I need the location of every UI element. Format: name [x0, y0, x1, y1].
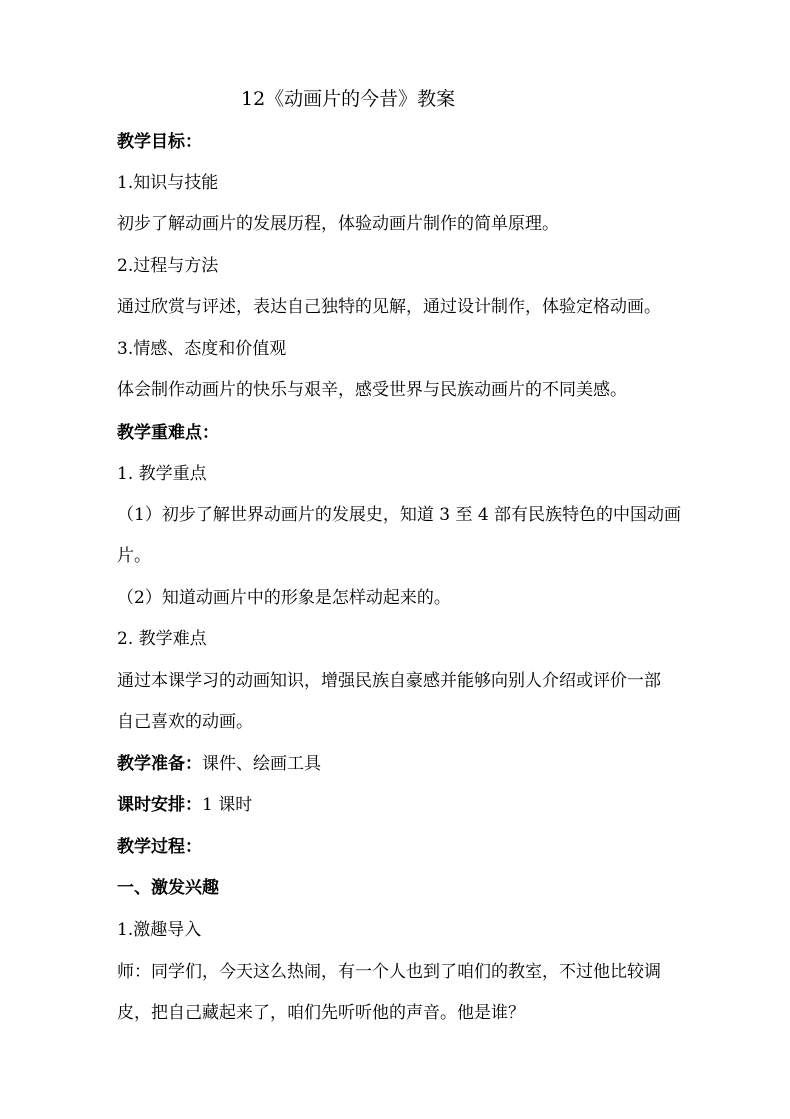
preparation-row: [117, 753, 717, 775]
section-1-heading: 一、激发兴趣: [117, 878, 219, 898]
objective-2-label: 2.过程与方法: [117, 256, 219, 276]
difficulty-text-line-2: 自己喜欢的动画。: [117, 712, 253, 732]
key-point-label: 1. 教学重点: [117, 464, 207, 484]
objectives-heading: 教学目标：: [117, 132, 202, 152]
key-point-item-1-line-1: （1）初步了解世界动画片的发展史，知道 3 至 4 部有民族特色的中国动画: [117, 505, 682, 525]
key-point-item-2: （2）知道动画片中的形象是怎样动起来的。: [117, 588, 451, 608]
objective-3-text: 体会制作动画片的快乐与艰辛，感受世界与民族动画片的不同美感。: [117, 380, 627, 400]
dialog-line-1: 师：同学们，今天这么热闹，有一个人也到了咱们的教室，不过他比较调: [117, 962, 661, 982]
dialog-line-2: 皮，把自己藏起来了，咱们先听听他的声音。他是谁？: [117, 1003, 525, 1023]
difficulty-label: 2. 教学难点: [117, 629, 207, 649]
schedule-label: 课时安排：: [117, 795, 202, 815]
section-1-subheading: 1.激趣导入: [117, 920, 202, 940]
objective-3-label: 3.情感、态度和价值观: [117, 339, 287, 359]
process-heading: 教学过程：: [117, 837, 202, 857]
preparation-label: 教学准备：: [117, 754, 202, 774]
preparation-value: 课件、绘画工具: [202, 754, 321, 774]
key-point-item-1-line-2: 片。: [117, 546, 151, 566]
objective-1-text: 初步了解动画片的发展历程，体验动画片制作的简单原理。: [117, 214, 559, 234]
schedule-row: [117, 794, 717, 816]
schedule-value: 1 课时: [202, 795, 253, 815]
objective-2-text: 通过欣赏与评述，表达自己独特的见解，通过设计制作，体验定格动画。: [117, 297, 661, 317]
page-title: 12《动画片的今昔》教案: [241, 88, 456, 110]
keypoints-heading: 教学重难点：: [117, 423, 219, 443]
difficulty-text-line-1: 通过本课学习的动画知识，增强民族自豪感并能够向别人介绍或评价一部: [117, 671, 661, 691]
objective-1-label: 1.知识与技能: [117, 173, 219, 193]
